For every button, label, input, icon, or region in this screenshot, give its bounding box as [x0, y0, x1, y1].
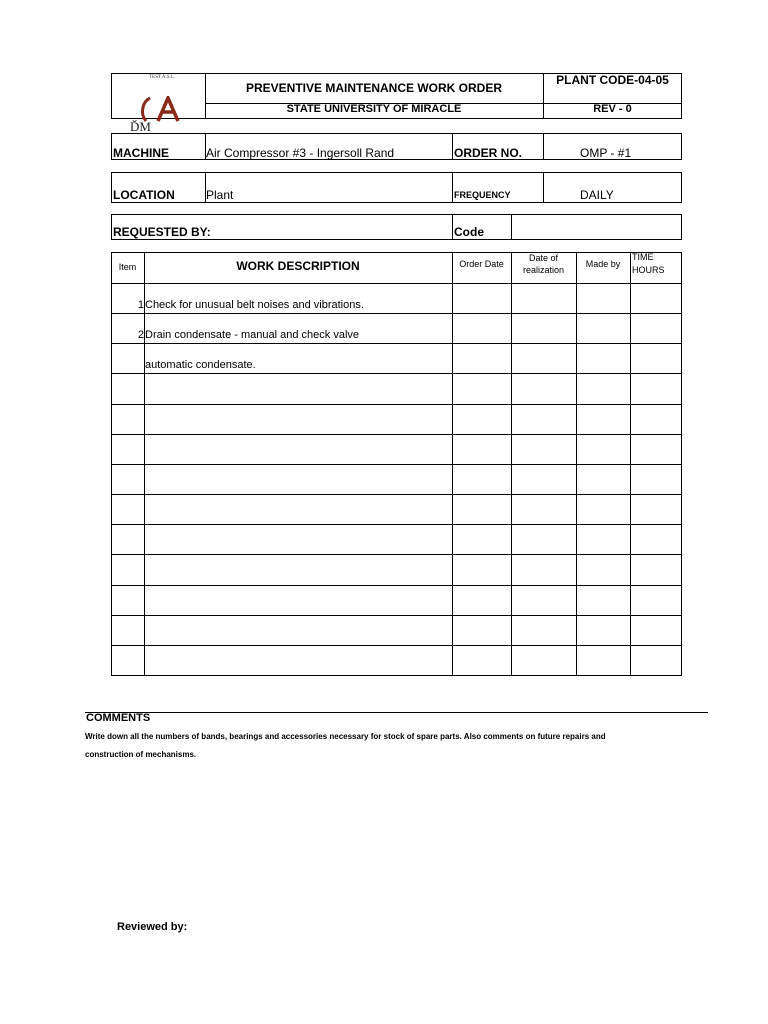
requested-divider-1 [452, 214, 453, 240]
location-divider-2 [452, 172, 453, 203]
table-row-divider [111, 524, 682, 525]
col-header-hours: HOURS [632, 265, 665, 275]
company-logo [112, 74, 205, 134]
table-row-divider [111, 464, 682, 465]
logo-bottom-text: ĎM [130, 119, 151, 134]
machine-divider-2 [452, 133, 453, 160]
order-no-label: ORDER NO. [454, 146, 523, 160]
machine-divider-3 [543, 133, 544, 160]
table-row-divider [111, 645, 682, 646]
table-row-divider [111, 313, 682, 314]
table-row-divider [111, 615, 682, 616]
requested-by-label: REQUESTED BY: [113, 225, 211, 239]
frequency-value: DAILY [580, 188, 614, 202]
table-row-description: Check for unusual belt noises and vibrations. [145, 299, 364, 311]
table-row-divider [111, 373, 682, 374]
table-row-divider [111, 404, 682, 405]
col-header-item: Item [118, 262, 137, 272]
machine-value: Air Compressor #3 - Ingersoll Rand [206, 146, 395, 160]
table-row-divider [111, 283, 682, 284]
form-title: PREVENTIVE MAINTENANCE WORK ORDER [245, 81, 502, 95]
table-row-divider [111, 585, 682, 586]
col-header-time: TIME [632, 252, 654, 262]
location-value: Plant [206, 188, 234, 202]
logo-top-text: TEST A.S.L. [149, 75, 176, 80]
revision: REV - 0 [593, 103, 632, 115]
comments-title: COMMENTS [86, 712, 151, 724]
university-name: STATE UNIVERSITY OF MIRACLE [286, 103, 462, 115]
code-label: Code [454, 225, 484, 239]
col-header-description: WORK DESCRIPTION [236, 259, 360, 273]
comments-text-line1: Write down all the numbers of bands, bearings and accessories necessary for stock of spare parts. Also comments on future repairs and [85, 732, 606, 741]
table-row-description: automatic condensate. [145, 359, 256, 371]
table-row-item: 1 [137, 299, 144, 311]
table-row-item: 2 [137, 329, 144, 341]
col-header-realization: realization [522, 265, 565, 275]
order-no-value: OMP - #1 [580, 146, 632, 160]
table-row-divider [111, 434, 682, 435]
table-row-divider [111, 554, 682, 555]
frequency-label: FREQUENCY [454, 190, 511, 200]
location-label: LOCATION [113, 188, 175, 202]
comments-text-line2: construction of mechanisms. [85, 750, 197, 759]
reviewed-by-label: Reviewed by: [117, 921, 188, 933]
table-row-divider [111, 343, 682, 344]
machine-label: MACHINE [113, 146, 169, 160]
location-divider-3 [543, 172, 544, 203]
table-row-divider [111, 494, 682, 495]
table-row-description: Drain condensate - manual and check valve [145, 329, 360, 341]
col-header-made-by: Made by [585, 259, 621, 269]
plant-code: PLANT CODE-04-05 [556, 73, 669, 87]
col-header-date-of: Date of [528, 253, 559, 263]
col-header-order-date: Order Date [459, 259, 504, 269]
requested-divider-2 [511, 214, 512, 240]
comments-line [85, 712, 708, 713]
